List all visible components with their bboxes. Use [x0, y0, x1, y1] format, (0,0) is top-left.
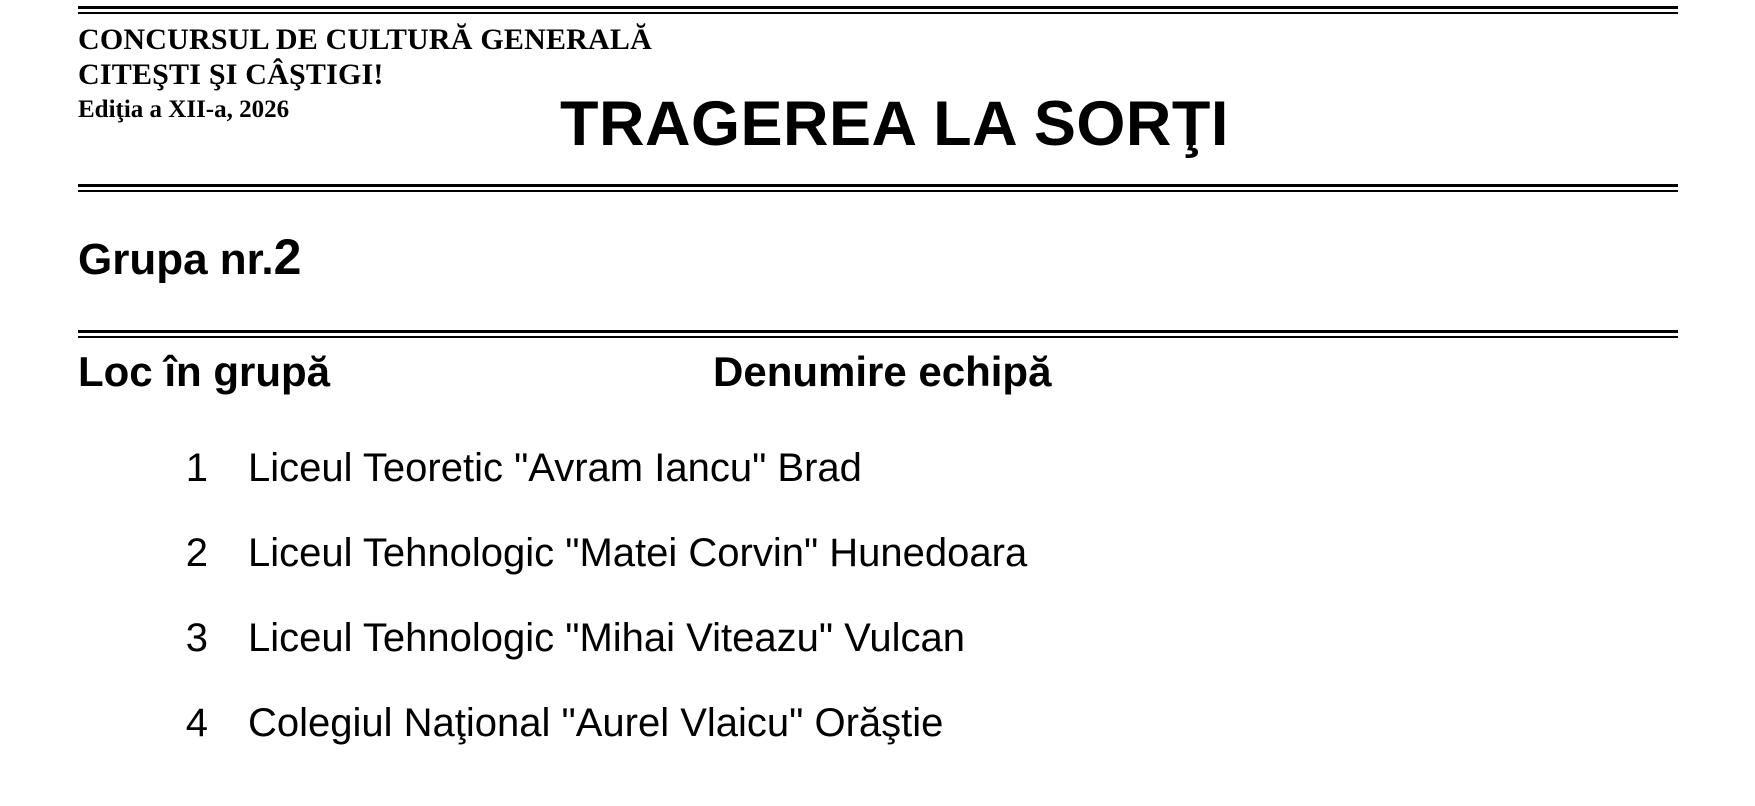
- table-body: [0, 434, 1755, 774]
- row-position: 1: [185, 446, 208, 490]
- table-rule-thick: [78, 330, 1678, 333]
- top-rule-thick: [78, 6, 1678, 9]
- group-number: 2: [273, 229, 302, 285]
- table-rule-thin: [78, 336, 1678, 338]
- group-label: Grupa nr.: [78, 235, 274, 284]
- contest-name-line-1: CONCURSUL DE CULTURĂ GENERALĂ: [78, 23, 652, 56]
- group-title: [78, 228, 301, 286]
- row-position: 2: [185, 531, 208, 575]
- row-team-name: Liceul Teoretic "Avram Iancu" Brad: [248, 446, 862, 490]
- top-rule-thin: [78, 12, 1678, 14]
- row-team-name: Colegiul Naţional "Aurel Vlaicu" Orăştie: [248, 701, 944, 745]
- header-rule-thin: [78, 190, 1678, 192]
- row-position: 4: [185, 701, 208, 745]
- row-team-name: Liceul Tehnologic "Matei Corvin" Hunedoara: [248, 531, 1028, 575]
- column-header-team: Denumire echipă: [713, 348, 1052, 395]
- contest-edition: Ediţia a XII-a, 2026: [78, 95, 290, 123]
- header-rule-thick: [78, 184, 1678, 187]
- contest-name-line-2: CITEŞTI ŞI CÂŞTIGI!: [78, 58, 384, 92]
- table-row: [0, 689, 1755, 774]
- table-row: [0, 434, 1755, 519]
- table-row: [0, 604, 1755, 689]
- row-team-name: Liceul Tehnologic "Mihai Viteazu" Vulcan: [248, 616, 965, 660]
- column-header-position: Loc în grupă: [78, 348, 330, 395]
- page-title: TRAGEREA LA SORŢI: [560, 89, 1229, 159]
- table-row: [0, 519, 1755, 604]
- row-position: 3: [185, 616, 208, 660]
